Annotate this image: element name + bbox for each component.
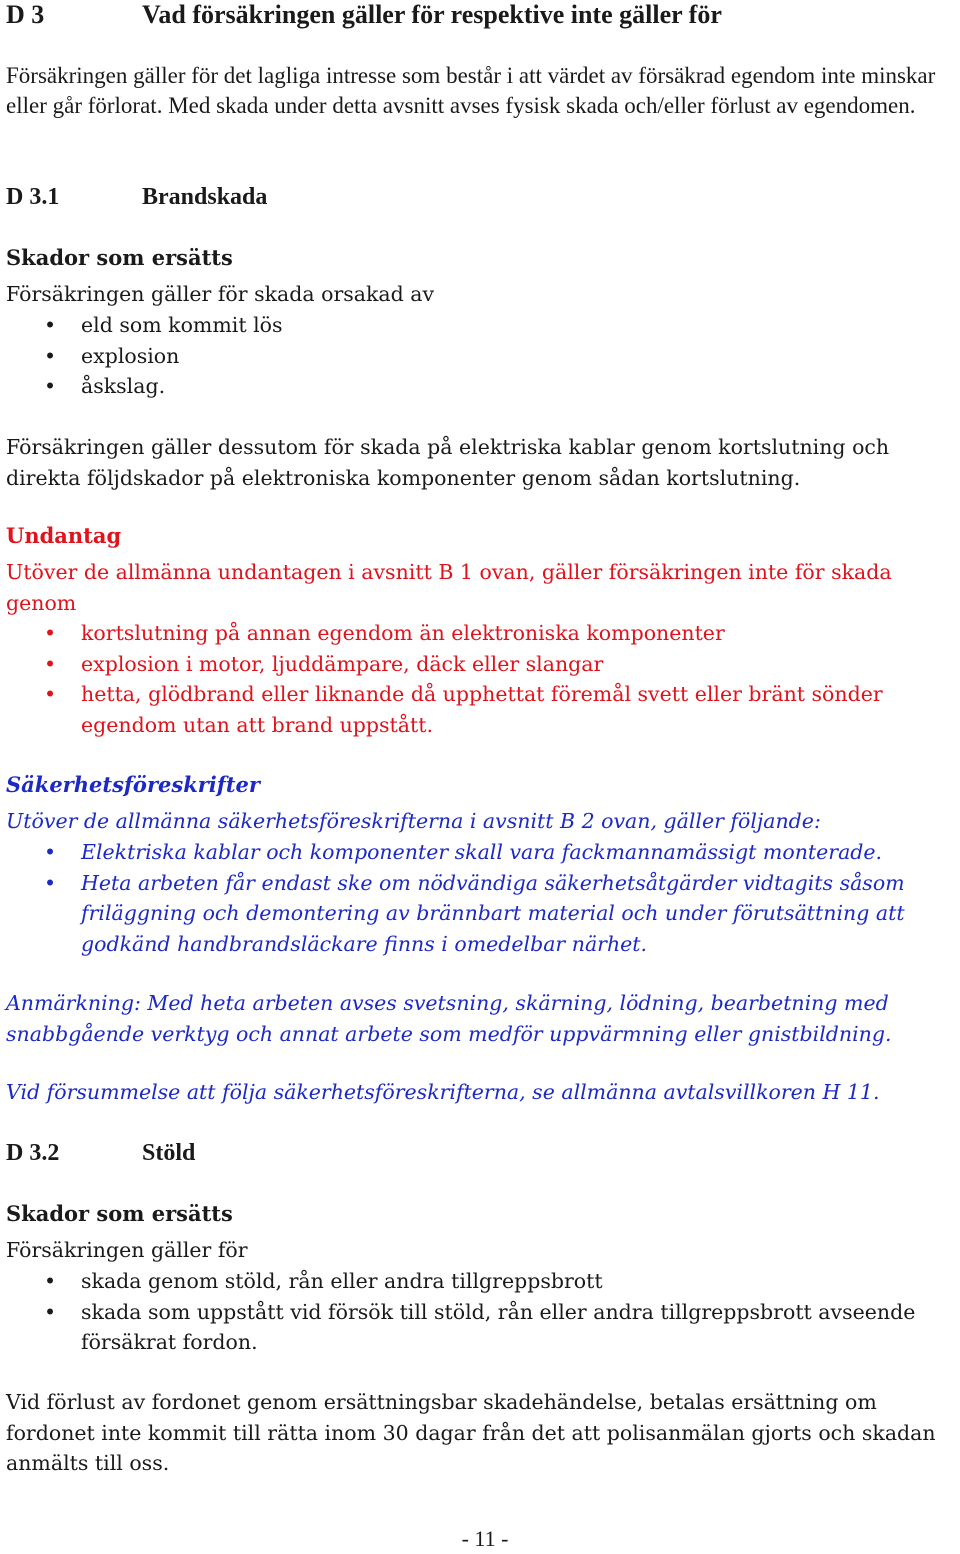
list-item: • explosion — [6, 341, 936, 372]
bullet-icon: • — [44, 343, 57, 368]
list-item: • hetta, glödbrand eller liknande då upphettat föremål svett eller bränt sönder egendom utan att brand uppstått. — [6, 679, 936, 740]
bullet-icon: • — [44, 313, 57, 337]
theft-number: D 3.2 — [6, 1140, 60, 1166]
list-item: • explosion i motor, ljuddämpare, däck eller slangar — [6, 649, 936, 680]
brand-covered-list — [6, 310, 936, 402]
bullet-icon: • — [44, 840, 57, 864]
theft-loss-text: Vid förlust av fordonet genom ersättningsbar skadehändelse, betalas ersättning om fordonet inte kommit till rätta inom 30 dagar från det att polisanmälan gjorts och skadan anmälts till oss. — [6, 1390, 936, 1475]
safety-list — [6, 837, 936, 959]
theft-covered-heading: Skador som ersätts — [6, 1201, 233, 1226]
theft-covered-lead: Försäkringen gäller för — [6, 1238, 248, 1262]
section-intro: Försäkringen gäller för det lagliga intresse som består i att värdet av försäkrad egendom inte minskar eller går förlorat. Med skada under detta avsnitt avses fysisk skada och/eller förlust av egendomen. — [6, 63, 936, 118]
hot-work-note: Anmärkning: Med heta arbeten avses svetsning, skärning, lödning, bearbetning med snabbgående verktyg och annat arbete som medför uppvärmning eller gnistbildning. — [6, 991, 892, 1046]
brand-extra-coverage: Försäkringen gäller dessutom för skada på elektriska kablar genom kortslutning och direkta följdskador på elektroniska komponenter genom sådan kortslutning. — [6, 435, 890, 490]
brand-number: D 3.1 — [6, 184, 60, 210]
list-item: • åskslag. — [6, 371, 936, 402]
theft-heading — [6, 1138, 195, 1168]
list-item: • eld som kommit lös — [6, 310, 936, 341]
brand-covered-heading: Skador som ersätts — [6, 245, 233, 270]
theft-title: Stöld — [142, 1140, 196, 1166]
bullet-icon: • — [44, 374, 57, 398]
list-item: • skada som uppstått vid försök till stöld, rån eller andra tillgreppsbrott avseende försäkrat fordon. — [6, 1297, 936, 1358]
neglect-note: Vid försummelse att följa säkerhetsföreskrifterna, se allmänna avtalsvillkoren H 11. — [6, 1080, 880, 1104]
section-number: D 3 — [6, 0, 45, 29]
bullet-icon: • — [44, 621, 57, 645]
list-item: • skada genom stöld, rån eller andra tillgreppsbrott — [6, 1266, 936, 1297]
bullet-icon: • — [44, 1299, 57, 1324]
list-item: • Heta arbeten får endast ske om nödvändiga säkerhetsåtgärder vidtagits såsom friläggning och demontering av brännbart material och under förutsättning att godkänd handbrandsläckare finns i omedelbar närhet. — [6, 868, 936, 960]
exceptions-heading: Undantag — [6, 523, 122, 548]
brand-covered-lead: Försäkringen gäller för skada orsakad av — [6, 282, 435, 306]
safety-heading: Säkerhetsföreskrifter — [6, 772, 260, 797]
bullet-icon: • — [44, 651, 57, 676]
theft-covered-list — [6, 1266, 936, 1358]
bullet-icon: • — [44, 1269, 57, 1293]
section-heading — [6, 0, 722, 30]
list-item: • Elektriska kablar och komponenter skall vara fackmannamässigt monterade. — [6, 837, 936, 868]
exceptions-lead: Utöver de allmänna undantagen i avsnitt B 1 ovan, gäller försäkringen inte för skada genom — [6, 560, 892, 615]
page-number: - 11 - — [461, 1526, 509, 1551]
safety-lead: Utöver de allmänna säkerhetsföreskrifterna i avsnitt B 2 ovan, gäller följande: — [6, 809, 821, 833]
section-title: Vad försäkringen gäller för respektive inte gäller för — [142, 0, 722, 29]
brand-heading — [6, 182, 267, 212]
bullet-icon: • — [44, 870, 57, 895]
list-item: • kortslutning på annan egendom än elektroniska komponenter — [6, 618, 936, 649]
brand-title: Brandskada — [142, 184, 268, 210]
exceptions-list — [6, 618, 936, 740]
bullet-icon: • — [44, 682, 57, 706]
